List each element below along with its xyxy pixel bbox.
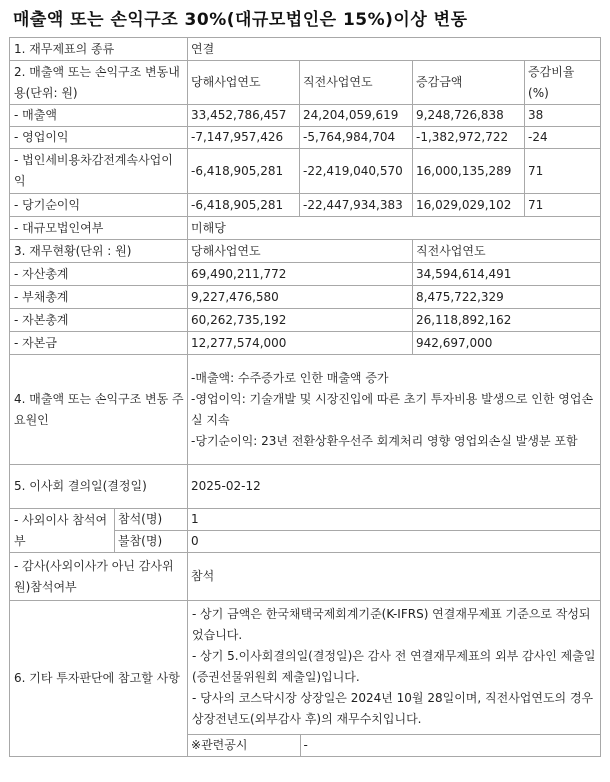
auditor-attendance-value: 참석 bbox=[188, 553, 601, 601]
table-row bbox=[10, 263, 601, 286]
table-row bbox=[10, 105, 601, 127]
board-date-label: 5. 이사회 결의일(결정일) bbox=[10, 465, 188, 509]
col-header-current: 당해사업연도 bbox=[188, 61, 300, 105]
net-income-rate: 71 bbox=[525, 194, 601, 217]
attend-label: 참석(명) bbox=[115, 509, 188, 531]
absent-label: 불참(명) bbox=[115, 531, 188, 553]
board-date-value: 2025-02-12 bbox=[188, 465, 601, 509]
pretax-income-current: -6,418,905,281 bbox=[188, 149, 300, 194]
table-row bbox=[10, 355, 601, 465]
total-equity-label: - 자본총계 bbox=[10, 309, 188, 332]
auditor-attendance-label: - 감사(사외이사가 아닌 감사위원)참석여부 bbox=[10, 553, 188, 601]
table-row bbox=[10, 38, 601, 61]
table-row bbox=[10, 309, 601, 332]
sales-current: 33,452,786,457 bbox=[188, 105, 300, 127]
table-row bbox=[10, 553, 601, 601]
statement-type-value: 연결 bbox=[188, 38, 601, 61]
total-liabilities-current: 9,227,476,580 bbox=[188, 286, 413, 309]
note-line-1: - 상기 금액은 한국채택국제회계기준(K-IFRS) 연결재무제표 기준으로 작성되었습니다. bbox=[192, 606, 591, 642]
total-equity-prev: 26,118,892,162 bbox=[413, 309, 601, 332]
related-disclosure-table bbox=[188, 734, 600, 757]
disclosure-table bbox=[9, 37, 601, 757]
total-assets-current: 69,490,211,772 bbox=[188, 263, 413, 286]
total-equity-current: 60,262,735,192 bbox=[188, 309, 413, 332]
table-row bbox=[10, 217, 601, 240]
reason-sales: -매출액: 수주증가로 인한 매출액 증가 bbox=[191, 370, 389, 385]
operating-income-current: -7,147,957,426 bbox=[188, 127, 300, 149]
related-disclosure-label: ※관련공시 bbox=[188, 734, 300, 756]
operating-income-prev: -5,764,984,704 bbox=[300, 127, 413, 149]
table-row bbox=[10, 149, 601, 194]
page-title: 매출액 또는 손익구조 30%(대규모법인은 15%)이상 변동 bbox=[13, 10, 468, 30]
financial-status-label: 3. 재무현황(단위 : 원) bbox=[10, 240, 188, 263]
note-line-2: - 상기 5.이사회결의일(결정일)은 감사 전 연결재무제표의 외부 감사인 제출일(증권선물위원회 제출일)입니다. bbox=[192, 648, 596, 684]
pretax-income-diff: 16,000,135,289 bbox=[413, 149, 525, 194]
net-income-label: - 당기순이익 bbox=[10, 194, 188, 217]
total-assets-label: - 자산총계 bbox=[10, 263, 188, 286]
operating-income-rate: -24 bbox=[525, 127, 601, 149]
other-notes-cell bbox=[188, 601, 601, 757]
fs-header-current: 당해사업연도 bbox=[188, 240, 413, 263]
change-reasons-text bbox=[188, 355, 601, 465]
reason-operating: -영업이익: 기술개발 및 시장진입에 따른 초기 투자비용 발생으로 인한 영업손실 지속 bbox=[191, 391, 594, 427]
sales-label: - 매출액 bbox=[10, 105, 188, 127]
table-row bbox=[10, 127, 601, 149]
total-liabilities-label: - 부채총계 bbox=[10, 286, 188, 309]
capital-stock-current: 12,277,574,000 bbox=[188, 332, 413, 355]
sales-prev: 24,204,059,619 bbox=[300, 105, 413, 127]
table-row bbox=[10, 465, 601, 509]
absent-value: 0 bbox=[188, 531, 601, 553]
change-reasons-label: 4. 매출액 또는 손익구조 변동 주요원인 bbox=[10, 355, 188, 465]
pretax-income-label: - 법인세비용차감전계속사업이익 bbox=[10, 149, 188, 194]
large-corp-label: - 대규모법인여부 bbox=[10, 217, 188, 240]
other-notes-label: 6. 기타 투자판단에 참고할 사항 bbox=[10, 601, 188, 757]
capital-stock-prev: 942,697,000 bbox=[413, 332, 601, 355]
col-header-prev: 직전사업연도 bbox=[300, 61, 413, 105]
pretax-income-prev: -22,419,040,570 bbox=[300, 149, 413, 194]
total-assets-prev: 34,594,614,491 bbox=[413, 263, 601, 286]
net-income-current: -6,418,905,281 bbox=[188, 194, 300, 217]
table-row bbox=[10, 194, 601, 217]
pretax-income-rate: 71 bbox=[525, 149, 601, 194]
operating-income-label: - 영업이익 bbox=[10, 127, 188, 149]
capital-stock-label: - 자본금 bbox=[10, 332, 188, 355]
statement-type-label: 1. 재무제표의 종류 bbox=[10, 38, 188, 61]
fs-header-prev: 직전사업연도 bbox=[413, 240, 601, 263]
outside-director-label: - 사외이사 참석여부 bbox=[10, 509, 115, 553]
note-line-3: - 당사의 코스닥시장 상장일은 2024년 10월 28일이며, 직전사업연도의 경우 상장전년도(외부감사 후)의 재무수치입니다. bbox=[192, 690, 594, 726]
net-income-prev: -22,447,934,383 bbox=[300, 194, 413, 217]
related-disclosure-value: - bbox=[300, 734, 600, 756]
sales-rate: 38 bbox=[525, 105, 601, 127]
change-section-label: 2. 매출액 또는 손익구조 변동내용(단위: 원) bbox=[10, 61, 188, 105]
large-corp-value: 미해당 bbox=[188, 217, 601, 240]
table-row bbox=[10, 61, 601, 105]
reason-net: -당기순이익: 23년 전환상환우선주 회계처리 영향 영업외손실 발생분 포함 bbox=[191, 433, 578, 448]
operating-income-diff: -1,382,972,722 bbox=[413, 127, 525, 149]
total-liabilities-prev: 8,475,722,329 bbox=[413, 286, 601, 309]
col-header-rate: 증감비율 (%) bbox=[525, 61, 601, 105]
col-header-diff: 증감금액 bbox=[413, 61, 525, 105]
table-row bbox=[10, 601, 601, 757]
table-row bbox=[10, 240, 601, 263]
table-row bbox=[10, 332, 601, 355]
table-row bbox=[10, 286, 601, 309]
net-income-diff: 16,029,029,102 bbox=[413, 194, 525, 217]
attend-value: 1 bbox=[188, 509, 601, 531]
table-row bbox=[10, 509, 601, 531]
sales-diff: 9,248,726,838 bbox=[413, 105, 525, 127]
